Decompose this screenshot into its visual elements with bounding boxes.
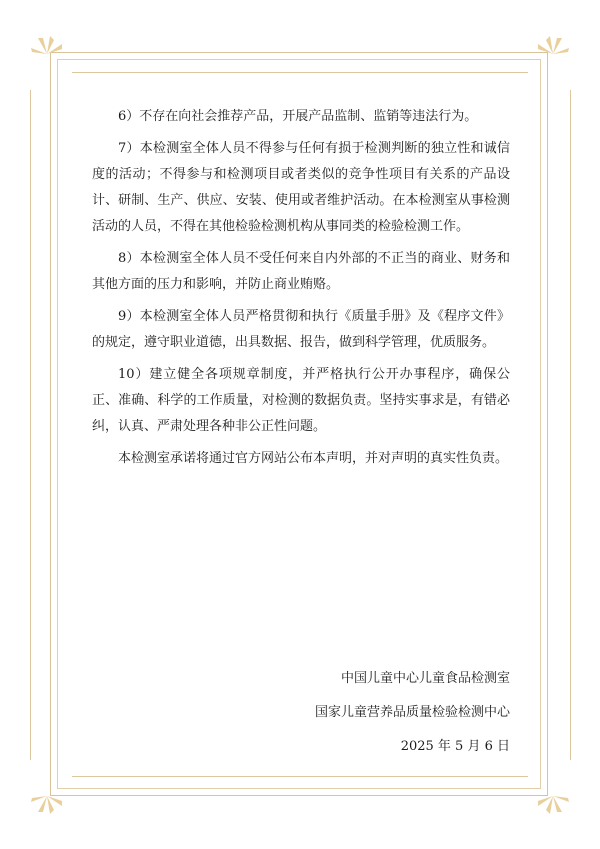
paragraph-item-9: 9）本检测室全体人员严格贯彻和执行《质量手册》及《程序文件》的规定，遵守职业道德，出具数据、报告，做到科学管理，优质服务。 <box>92 309 510 350</box>
signature-org-name-secondary: 国家儿童营养品质量检验检测中心 <box>314 705 510 720</box>
frame-line-bottom <box>72 776 528 777</box>
paragraph-item-10: 10）建立健全各项规章制度，并严格执行公开办事程序，确保公正、准确、科学的工作质量，对检测的数据负责。坚持实事求是，有错必纠，认真、严肃处理各种非公正性问题。 <box>92 367 510 434</box>
corner-ornament-icon <box>28 794 66 816</box>
document-body <box>92 104 510 478</box>
signature-date: 2025 年 5 月 6 日 <box>400 739 510 754</box>
frame-line-left <box>30 90 31 760</box>
paragraph-item-7: 7）本检测室全体人员不得参与任何有损于检测判断的独立性和诚信度的活动；不得参与和检测项目或者类似的竞争性项目有关系的产品设计、研制、生产、供应、安装、使用或者维护活动。在本检测室从事检测活动的人员，不得在其他检验检测机构从事同类的检验检测工作。 <box>92 141 510 234</box>
frame-line-top <box>72 72 528 73</box>
corner-ornament-icon <box>534 34 572 56</box>
corner-ornament-icon <box>28 34 66 56</box>
paragraph-commitment: 本检测室承诺将通过官方网站公布本声明，并对声明的真实性负责。 <box>118 451 509 466</box>
signature-block <box>315 662 510 764</box>
signature-org-name: 中国儿童中心儿童食品检测室 <box>340 671 510 686</box>
frame-line-right <box>570 90 571 760</box>
corner-ornament-icon <box>534 794 572 816</box>
paragraph-item-6: 6）不存在向社会推荐产品，开展产品监制、监销等违法行为。 <box>118 109 478 124</box>
paragraph-item-8: 8）本检测室全体人员不受任何来自内外部的不正当的商业、财务和其他方面的压力和影响，并防止商业贿赂。 <box>92 251 510 292</box>
